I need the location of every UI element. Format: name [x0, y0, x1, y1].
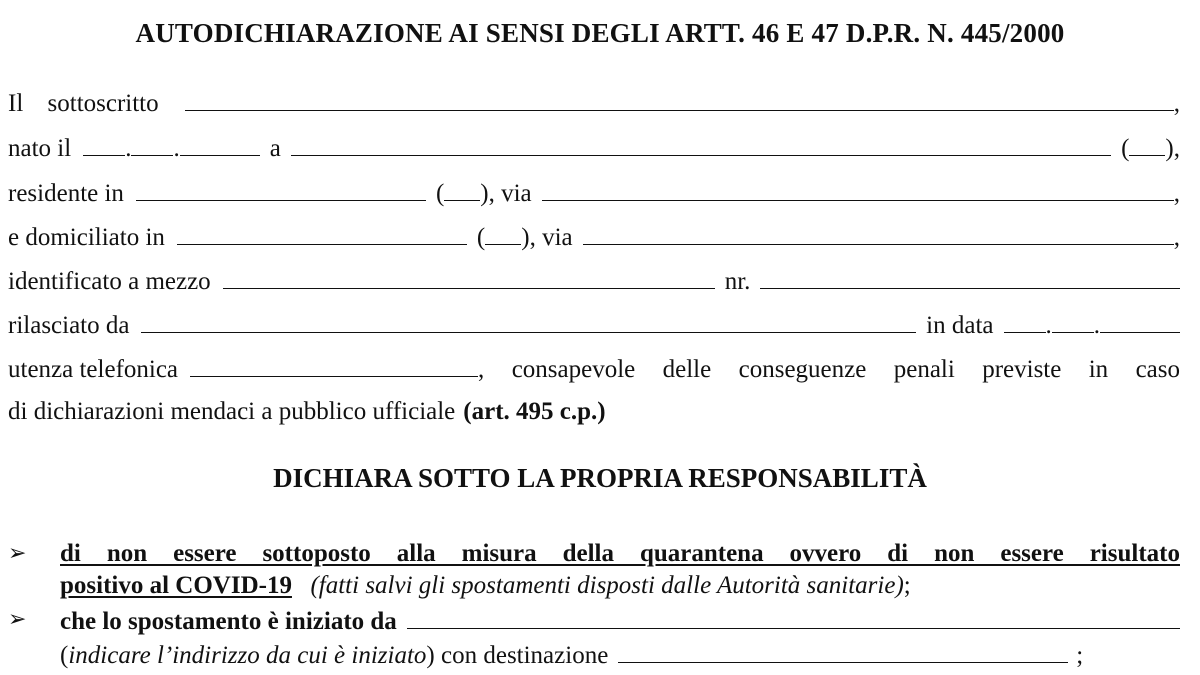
comma: ,	[1173, 90, 1180, 117]
text-spostamento-iniziato: che lo spostamento è iniziato da	[60, 608, 397, 635]
field-ente-rilascio[interactable]	[141, 310, 916, 333]
line-utenza	[8, 354, 1180, 388]
text-art-495: (art. 495 c.p.)	[463, 398, 606, 425]
bullet-spostamento	[8, 606, 1180, 674]
dot: .	[1045, 312, 1052, 339]
field-telefono[interactable]	[190, 354, 478, 377]
label-identificato: identificato a mezzo	[8, 268, 211, 295]
label-in-data: in data	[926, 312, 994, 339]
document-title: AUTODICHIARAZIONE AI SENSI DEGLI ARTT. 46 E 47 D.P.R. N. 445/2000	[135, 18, 1065, 48]
text-positivo-covid: positivo al COVID-19	[60, 572, 292, 599]
field-giorno-nascita[interactable]	[83, 133, 125, 156]
text-consapevole: , consapevole delle conseguenze penali previste in caso	[478, 356, 1180, 383]
arrow-bullet-icon: ➢	[8, 606, 27, 631]
line-residente	[8, 178, 1180, 212]
paren: (	[1121, 135, 1130, 162]
field-giorno-rilascio[interactable]	[1004, 310, 1046, 333]
line-sottoscritto	[8, 88, 1180, 122]
label-nr: nr.	[724, 268, 751, 295]
dot: .	[125, 135, 132, 162]
field-provincia-domicilio[interactable]	[485, 222, 521, 245]
field-indirizzo-partenza[interactable]	[407, 606, 1180, 629]
field-anno-nascita[interactable]	[180, 133, 260, 156]
bullet-spostamento-line2	[60, 640, 1180, 674]
label-residente: residente in	[8, 180, 124, 207]
bullet-quarantena	[8, 540, 1180, 610]
field-provincia-nascita[interactable]	[1129, 133, 1165, 156]
label-utenza: utenza telefonica	[8, 356, 179, 383]
label-via: ), via	[480, 180, 532, 207]
field-via-domicilio[interactable]	[583, 222, 1174, 245]
comma: ,	[1173, 224, 1180, 251]
semicolon: ;	[903, 572, 911, 599]
line-nato	[8, 133, 1180, 167]
line-mendaci	[8, 398, 1180, 432]
text-con-destinazione: ) con destinazione	[426, 642, 609, 669]
line-domiciliato	[8, 222, 1180, 256]
paren: (	[476, 224, 486, 251]
field-numero-documento[interactable]	[760, 266, 1180, 289]
text-spostamenti-disposti: (fatti salvi gli spostamenti disposti dalle Autorità sanitarie)	[310, 572, 904, 599]
field-via-residenza[interactable]	[542, 178, 1174, 201]
bullet-quarantena-text	[60, 540, 1180, 604]
semicolon: ;	[1076, 642, 1084, 669]
dot: .	[173, 135, 180, 162]
line-identificato	[8, 266, 1180, 300]
field-luogo-nascita[interactable]	[291, 133, 1111, 156]
label-a: a	[269, 135, 281, 162]
text-quarantena: di non essere sottoposto alla misura della quarantena ovvero di non essere risultato	[60, 540, 1180, 567]
field-documento[interactable]	[223, 266, 715, 289]
section-title-dichiara: DICHIARA SOTTO LA PROPRIA RESPONSABILITÀ	[273, 463, 927, 493]
bullet-quarantena-line2	[60, 572, 1180, 604]
text-indicare-indirizzo: indicare l’indirizzo da cui è iniziato	[68, 642, 427, 669]
field-comune-domicilio[interactable]	[177, 222, 467, 245]
label-rilasciato: rilasciato da	[8, 312, 130, 339]
label-nato: nato il	[8, 135, 72, 162]
label-via: ), via	[521, 224, 573, 251]
field-mese-nascita[interactable]	[131, 133, 173, 156]
arrow-bullet-icon: ➢	[8, 540, 27, 565]
dot: .	[1093, 312, 1100, 339]
paren: ),	[1165, 135, 1180, 162]
bullet-spostamento-line1	[60, 606, 1180, 640]
field-provincia-residenza[interactable]	[444, 178, 480, 201]
paren: (	[60, 642, 69, 669]
label-domiciliato: e domiciliato in	[8, 224, 165, 251]
field-destinazione[interactable]	[618, 640, 1068, 663]
field-anno-rilascio[interactable]	[1100, 310, 1180, 333]
label-sottoscritto: Il sottoscritto	[8, 90, 159, 117]
comma: ,	[1173, 180, 1180, 207]
bullet-spostamento-text	[60, 606, 1180, 674]
field-comune-residenza[interactable]	[136, 178, 426, 201]
field-nome[interactable]	[185, 88, 1174, 111]
field-mese-rilascio[interactable]	[1052, 310, 1094, 333]
text-mendaci: di dichiarazioni mendaci a pubblico ufficiale	[8, 398, 456, 425]
paren: (	[435, 180, 445, 207]
line-rilasciato	[8, 310, 1180, 344]
